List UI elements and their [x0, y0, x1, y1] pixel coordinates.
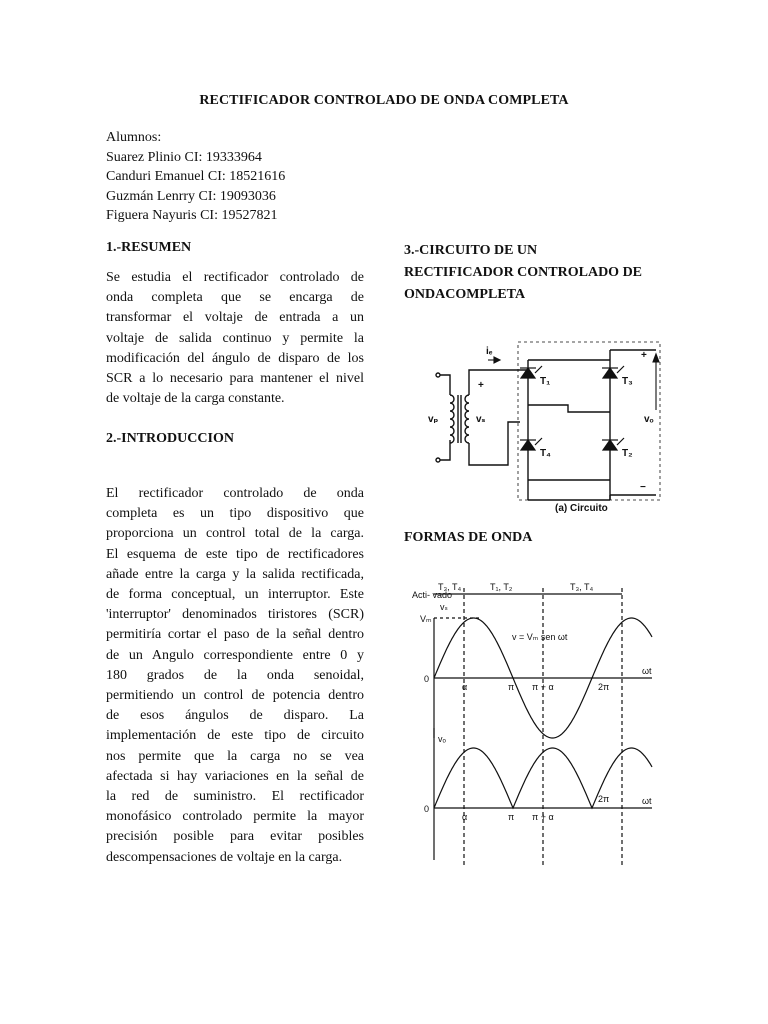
- text-line: onda completa que se encarga de: [106, 290, 364, 306]
- thyristor-t3-icon: [603, 368, 617, 378]
- text-line: transformar el voltaje de entrada a un: [106, 310, 364, 326]
- text-line: añade entre la carga y la salida rectificada,: [106, 566, 364, 582]
- alpha-label-bottom: α: [462, 812, 468, 822]
- text-line: nos permite que la carga no se vea: [106, 748, 364, 764]
- text-line: de esos ángulos de disparo. La: [106, 708, 364, 724]
- section-heading-circuito: [404, 240, 704, 306]
- heading-line: RECTIFICADOR CONTROLADO DE: [404, 265, 643, 280]
- text-line: 'interruptor' denominados tiristores (SCR): [106, 607, 364, 623]
- thyristor-t4-icon: [521, 440, 535, 450]
- pi-plus-alpha-label-bottom: π + α: [532, 812, 554, 822]
- text-line: proporciona un control total de la carga.: [106, 526, 364, 542]
- authors-label: Alumnos:: [106, 130, 162, 145]
- t34-right-label: T₃, T₄: [570, 582, 594, 592]
- section-heading-introduccion: 2.-INTRODUCCION: [106, 431, 234, 446]
- wt-label-bottom: ωt: [642, 796, 652, 806]
- circuit-diagram: [428, 340, 668, 515]
- pi-plus-alpha-label-top: π + α: [532, 682, 554, 692]
- primary-coil: [450, 395, 454, 443]
- text-line: modificación del ángulo de disparo de los: [106, 350, 364, 366]
- zero-label-top: 0: [424, 674, 430, 684]
- text-line: de voltaje de la carga constante.: [106, 391, 285, 407]
- vo-label: vₒ: [644, 414, 654, 425]
- text-line: de un Angulo correspondiente entre 0 y: [106, 647, 364, 663]
- zero-label-bottom: 0: [424, 804, 430, 814]
- text-line: permitiría cortar el paso de la señal dentro: [106, 627, 364, 643]
- waveform-diagram: [412, 578, 660, 868]
- t4-label: T₄: [540, 448, 551, 459]
- crossover-wire: [528, 405, 610, 412]
- text-line: 180 grados de la onda senoidal,: [106, 667, 364, 683]
- vm-label: Vₘ: [420, 614, 432, 624]
- text-line: precisión posible para evitar posibles: [106, 829, 364, 845]
- pi-label-bottom: π: [508, 812, 515, 822]
- authors-block: [106, 128, 285, 226]
- secondary-lead-bottom: [469, 422, 520, 465]
- vp-label: vₚ: [428, 414, 439, 425]
- text-line: El esquema de este tipo de rectificadores: [106, 546, 364, 562]
- introduccion-paragraph: [106, 484, 364, 868]
- secondary-coil: [465, 395, 469, 443]
- text-line: completa es un tipo dispositivo que: [106, 506, 364, 522]
- section-heading-formas-de-onda: FORMAS DE ONDA: [404, 530, 533, 545]
- author-line: Canduri Emanuel CI: 18521616: [106, 169, 286, 184]
- primary-lead-top: [438, 375, 450, 395]
- vo-plus-label: +: [641, 350, 647, 361]
- document-title: RECTIFICADOR CONTROLADO DE ONDA COMPLETA: [199, 93, 569, 108]
- text-line: afectada si hay variaciones en la señal de: [106, 768, 364, 784]
- vs-plus-label: +: [478, 380, 484, 391]
- author-line: Guzmán Lenrry CI: 19093036: [106, 188, 276, 204]
- resumen-paragraph: [106, 268, 364, 409]
- text-line: monofásico controlado permite la mayor: [106, 809, 364, 825]
- vo-wave-label: vₒ: [438, 734, 446, 744]
- primary-terminal-top: [436, 373, 440, 377]
- author-line: Figuera Nayuris CI: 19527821: [106, 208, 278, 223]
- bridge-dashed-box: [518, 342, 660, 500]
- ie-label: iₑ: [486, 346, 493, 357]
- t1-label: T₁: [540, 376, 551, 387]
- wt-label-top: ωt: [642, 666, 652, 676]
- text-line: descompensaciones de voltaje en la carga.: [106, 849, 343, 865]
- pi-label-top: π: [508, 682, 515, 692]
- vs-label: vₛ: [476, 414, 486, 425]
- two-pi-label-bottom: 2π: [598, 794, 610, 804]
- text-line: implementación de este tipo de circuito: [106, 728, 364, 744]
- activado-label-line: Acti- vado: [412, 590, 453, 600]
- text-line: El rectificador controlado de onda: [106, 486, 364, 501]
- circuit-caption: (a) Circuito: [555, 503, 608, 514]
- alpha-label-top: α: [462, 682, 468, 692]
- text-line: SCR a lo necesario para mantener el nivel: [106, 371, 364, 387]
- thyristor-t2-icon: [603, 440, 617, 450]
- text-line: la red de suministro. El rectificador: [106, 789, 364, 805]
- vo-minus-label: −: [640, 482, 646, 493]
- heading-line: 3.-CIRCUITO DE UN: [404, 243, 538, 258]
- equation-label: v = Vₘ sen ωt: [512, 632, 568, 642]
- t12-label: T₁, T₂: [490, 582, 513, 592]
- primary-lead-bottom: [438, 440, 450, 460]
- t3-label: T₃: [622, 376, 633, 387]
- author-line: Suarez Plinio CI: 19333964: [106, 149, 262, 165]
- text-line: permitiendo un control de potencia dentro: [106, 688, 364, 704]
- primary-terminal-bottom: [436, 458, 440, 462]
- vs-wave-label: vₛ: [440, 602, 448, 612]
- text-line: voltaje de salida continuo y permite la: [106, 330, 364, 346]
- t34-top-label: T₃, T₄: [438, 582, 462, 592]
- text-line: Se estudia el rectificador controlado de: [106, 270, 364, 285]
- two-pi-label-top: 2π: [598, 682, 610, 692]
- t2-label: T₂: [622, 448, 633, 459]
- section-heading-resumen: 1.-RESUMEN: [106, 240, 192, 255]
- text-line: de forma conceptual, un interruptor. Este: [106, 587, 364, 603]
- heading-line: ONDACOMPLETA: [404, 287, 526, 302]
